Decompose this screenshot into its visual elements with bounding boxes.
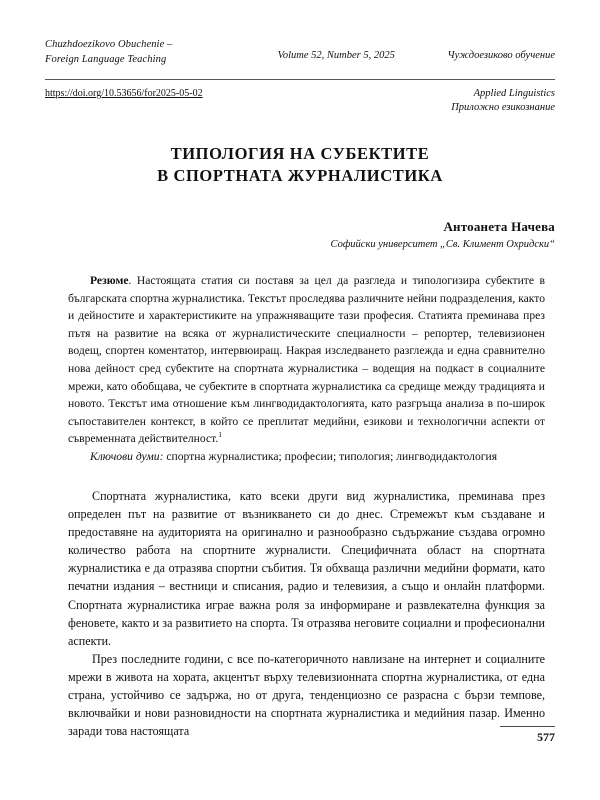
doi-link[interactable]: https://doi.org/10.53656/for2025-05-02	[45, 88, 203, 99]
running-head	[45, 38, 555, 76]
body-paragraph-1: Спортната журналистика, като всеки други вид журналистика, преминава през определен път на развитие от възникването си до днес. Стремежът към създаване и предоставяне на аудиторията на оригинално и разнообразно съдържание създава огромно количество работа на спортните журналисти. Специфичната област на спортната журналистика е да отразява спортни събития. Тя обхваща различни медийни формати, като печатни издания – вестници и списания, радио и телевизия, а също и онлайн платформи. Спортната журналистика играе важна роля за информиране и развлекателна функция за феновете, както и за развитието на спорта. Тя отразява неговите социални и професионални аспекти.	[68, 489, 545, 648]
running-head-row	[45, 38, 555, 67]
abstract-label: Резюме	[90, 274, 129, 287]
section-name	[451, 87, 555, 115]
doi-section-row	[45, 87, 555, 115]
abstract-text: . Настоящата статия си поставя за цел да разгледа и типологизира субектите в българската спортна журналистика. Текстът проследява различните нейни подразделения, както и дейностите и характеристиките на упражняващите тази професия. Статията преминава през пътя на развитие на всяка от журналистическите специалности – репортер, телевизионен водещ, спортен коментатор, интервюиращ. Накрая изследването разглежда и една сравнително нова дейност сред субектите на спортната журналистика – водещия на подкаст в социалните мрежи, като обобщава, че субектите в спортната журналистика са средище между традицията и новото. Текстът има отношение към лингводидактологията, като разгръща анализа в по-широк съпоставителен контекст, в който се преплитат медийни, езикови и технологични аспекти от съвременната действителност.	[68, 274, 545, 446]
page-title-line1: ТИПОЛОГИЯ НА СУБЕКТИТЕ	[170, 144, 430, 163]
section-name-bg: Приложно езикознание	[451, 102, 555, 113]
abstract-paragraph	[68, 272, 545, 448]
page-title	[45, 143, 555, 187]
keywords-label: Ключови думи:	[90, 449, 164, 463]
journal-name-line1: Chuzhdoezikovo Obuchenie –	[45, 39, 173, 50]
keywords-paragraph	[68, 448, 545, 466]
footnote-marker[interactable]: 1	[218, 430, 222, 440]
header-divider	[45, 79, 555, 80]
issue-info: Volume 52, Number 5, 2025	[277, 50, 395, 61]
author-name: Антоанета Начева	[443, 219, 555, 234]
body-text	[68, 487, 545, 740]
page-title-line2: В СПОРТНАТА ЖУРНАЛИСТИКА	[157, 166, 443, 185]
keywords-text: спортна журналистика; професии; типология; лингводидактология	[163, 449, 498, 463]
author-affiliation: Софийски университет „Св. Климент Охридски“	[330, 239, 555, 250]
author-block	[45, 218, 555, 252]
page-number: 577	[537, 730, 555, 744]
body-paragraph-2: През последните години, с все по-категоричното навлизане на интернет и социалните мрежи в живота на хората, акцентът върху телевизионната спортна журналистика, от една страна, устойчиво се задържа, но от друга, тенденциозно се разрасна с бързи темпове, включвайки и нови разновидности на спортната журналистика и медийния пазар. Именно заради това настоящата	[68, 651, 545, 739]
journal-name-transliterated	[45, 38, 225, 67]
journal-name-line2: Foreign Language Teaching	[45, 53, 167, 65]
journal-name-cyrillic: Чуждоезиково обучение	[447, 50, 555, 61]
abstract-section	[68, 272, 545, 466]
section-name-en: Applied Linguistics	[473, 88, 555, 99]
footer-divider	[500, 726, 555, 727]
